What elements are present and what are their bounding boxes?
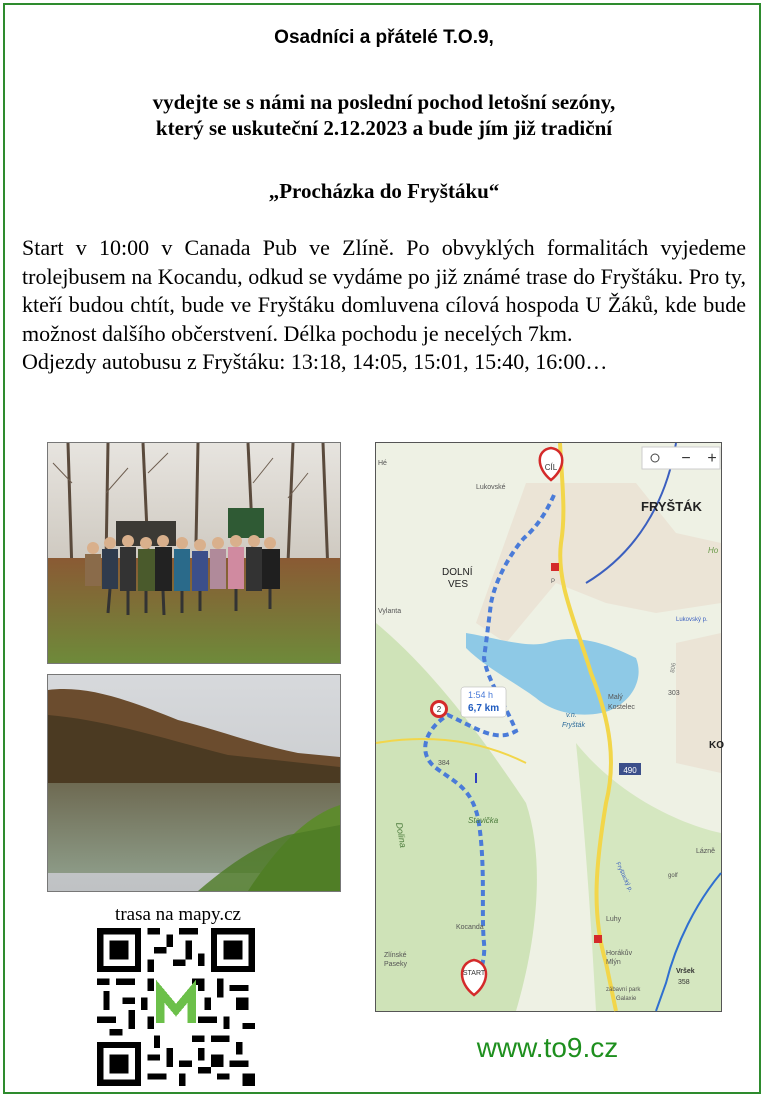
map-label-golf: golf bbox=[668, 873, 678, 879]
map-label-parking: P bbox=[551, 579, 556, 585]
map-label-dolni: DOLNÍ bbox=[442, 567, 473, 578]
route-duration: 1:54 h bbox=[468, 690, 494, 700]
map-label-frystacky-potok: Fryštacký p. bbox=[614, 861, 634, 894]
map-label-nadrz-name: Fryšták bbox=[562, 722, 585, 729]
map-label-zabavni: zábavní park bbox=[606, 987, 641, 993]
route-distance: 6,7 km bbox=[468, 703, 500, 714]
greeting-heading: Osadníci a přátelé T.O.9, bbox=[274, 27, 494, 48]
zoom-out-button[interactable]: − bbox=[681, 450, 691, 467]
map-label-luhy: Luhy bbox=[606, 916, 622, 923]
map-road-490: 490 bbox=[623, 766, 637, 775]
bus-departures: Odjezdy autobusu z Fryštáku: 13:18, 14:05, 15:01, 15:40, 16:00… bbox=[22, 349, 608, 374]
map-label-hill-358: 358 bbox=[678, 979, 690, 986]
waypoint-marker[interactable] bbox=[430, 700, 448, 718]
map-label-ko: KO bbox=[709, 740, 724, 751]
map-label-kostelec: Kostelec bbox=[608, 704, 635, 711]
map-hill-384: 384 bbox=[438, 760, 450, 767]
map-label-horakuv: Horákův bbox=[606, 950, 633, 957]
map-label-nadrz: v.n. bbox=[566, 712, 577, 719]
website-link[interactable]: www.to9.cz bbox=[476, 1032, 619, 1063]
description-paragraph: Start v 10:00 v Canada Pub ve Zlíně. Po obvyklých formalitách vyjedeme trolejbusem na Kocandu, odkud se vydáme po již známé trase do Fryštáku. Pro ty, kteří budou chtít, bude ve Fryštáku domluvena cílová hospoda U Žáků, kde bude možnost dalšího občerstvení. Délka pochodu je necelých 7km. bbox=[22, 235, 746, 346]
invite-line-1: vydejte se s námi na poslední pochod letošní sezóny, bbox=[152, 90, 616, 114]
event-description bbox=[22, 234, 746, 377]
map-label-kocanda: Kocanda bbox=[456, 924, 484, 931]
map-label-lukovske: Lukovské bbox=[476, 484, 506, 491]
finish-label: CÍL bbox=[544, 463, 558, 472]
map-label-lukovsky-potok: Lukovský p. bbox=[676, 617, 708, 623]
map-hill-806: 806 bbox=[670, 662, 678, 674]
start-label: START bbox=[462, 970, 486, 977]
map-label-vrsek: Vršek bbox=[676, 968, 695, 975]
qr-code-image[interactable] bbox=[97, 928, 255, 1086]
map-label-maly: Malý bbox=[608, 694, 623, 701]
map-label-galaxie: Galaxie bbox=[616, 996, 637, 1002]
qr-caption: trasa na mapy.cz bbox=[115, 904, 241, 925]
zoom-in-button[interactable]: + bbox=[707, 450, 717, 467]
pond-photo bbox=[47, 674, 341, 892]
group-photo bbox=[47, 442, 341, 664]
map-label-zlinske: Zlínské bbox=[384, 952, 407, 959]
invite-line-2: který se uskuteční 2.12.2023 a bude jím již tradiční bbox=[155, 116, 613, 140]
map-label-stavicka: Stavička bbox=[468, 816, 499, 825]
map-label-ho: Ho bbox=[708, 546, 719, 555]
map-label-he: Hé bbox=[378, 460, 387, 467]
map-label-mlyn: Mlýn bbox=[606, 959, 621, 966]
map-label-paseky: Paseky bbox=[384, 961, 407, 968]
map-label-ves: VES bbox=[448, 579, 469, 590]
route-map[interactable] bbox=[375, 442, 722, 1012]
map-hill-303: 303 bbox=[668, 690, 680, 697]
map-label-dolina: Dolina bbox=[394, 821, 409, 849]
map-label-lazne: Lázně bbox=[696, 848, 716, 855]
event-title: „Procházka do Fryštáku“ bbox=[268, 179, 500, 203]
map-label-vylanta: Vylanta bbox=[378, 608, 402, 615]
waypoint-label: 2 bbox=[436, 705, 442, 714]
map-label-frystak: FRYŠTÁK bbox=[641, 499, 702, 514]
